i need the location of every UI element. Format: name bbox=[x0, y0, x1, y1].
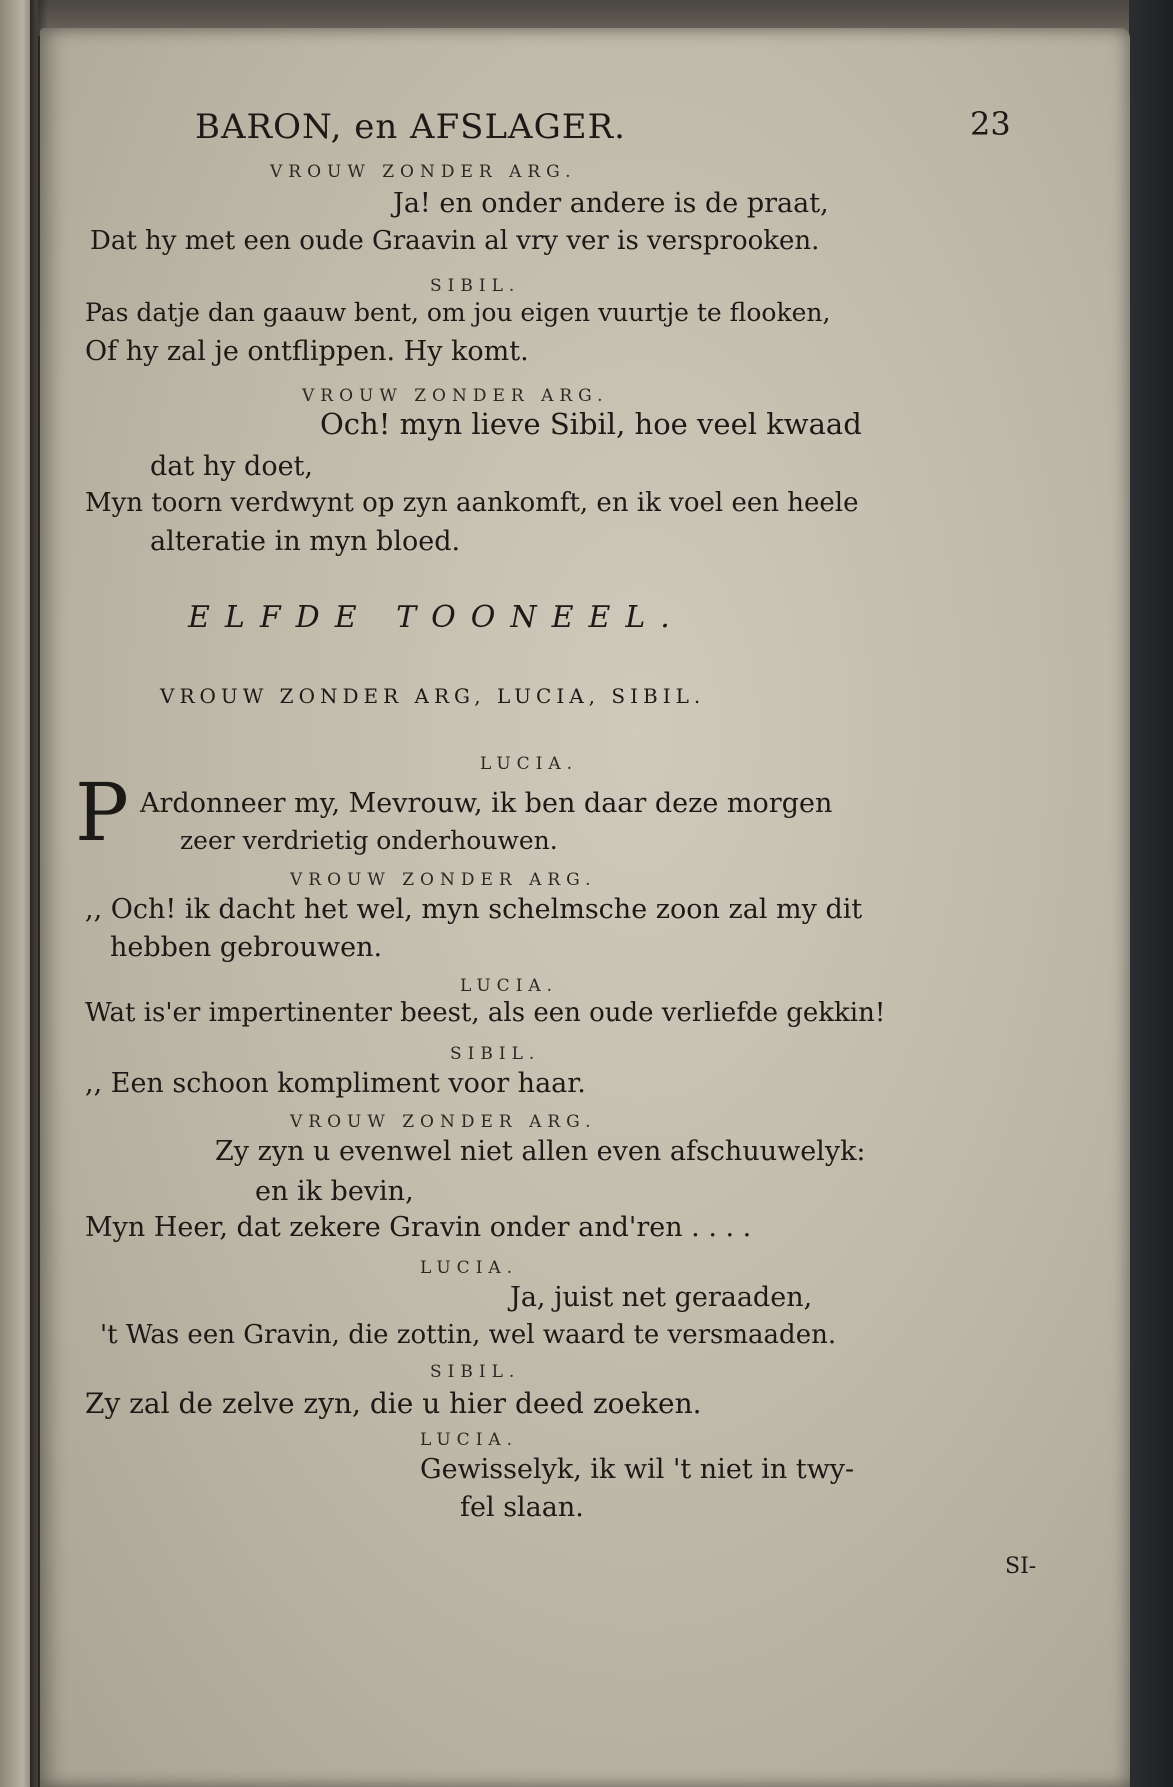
speaker-label: VROUW ZONDER ARG. bbox=[290, 870, 597, 890]
verse-line: alteratie in myn bloed. bbox=[150, 526, 461, 557]
verse-line: Myn Heer, dat zekere Gravin onder and'ren . . . . bbox=[85, 1212, 752, 1243]
verse-line: 't Was een Gravin, die zottin, wel waard te versmaaden. bbox=[100, 1320, 837, 1350]
verse-line: Zy zal de zelve zyn, die u hier deed zoeken. bbox=[85, 1387, 702, 1420]
book-cover-edge bbox=[1129, 0, 1173, 1787]
verse-line: ,, Och! ik dacht het wel, myn schelmsche zoon zal my dit bbox=[85, 894, 863, 925]
verse-line: Gewisselyk, ik wil 't niet in twy- bbox=[420, 1454, 855, 1485]
drop-capital: P bbox=[75, 766, 129, 859]
speaker-label: SIBIL. bbox=[450, 1044, 541, 1064]
page-text bbox=[40, 28, 1130, 1787]
speaker-label: LUCIA. bbox=[420, 1258, 519, 1278]
verse-line: Myn toorn verdwynt op zyn aankomft, en ik voel een heele bbox=[85, 488, 859, 518]
page-number: 23 bbox=[970, 105, 1011, 143]
catchword: SI- bbox=[1005, 1554, 1037, 1579]
verse-line: Ja! en onder andere is de praat, bbox=[393, 188, 829, 219]
speaker-label: LUCIA. bbox=[480, 754, 579, 774]
speaker-label: VROUW ZONDER ARG. bbox=[270, 162, 577, 182]
verse-line: fel slaan. bbox=[460, 1492, 584, 1523]
verse-line: Ardonneer my, Mevrouw, ik ben daar deze morgen bbox=[140, 788, 833, 819]
speaker-label: SIBIL. bbox=[430, 1362, 521, 1382]
cast-list: VROUW ZONDER ARG, LUCIA, SIBIL. bbox=[160, 684, 706, 708]
verse-line: Ja, juist net geraaden, bbox=[510, 1282, 813, 1313]
verse-line: hebben gebrouwen. bbox=[110, 932, 383, 963]
speaker-label: SIBIL. bbox=[430, 276, 521, 296]
verse-line: Och! myn lieve Sibil, hoe veel kwaad bbox=[320, 407, 862, 441]
speaker-label: LUCIA. bbox=[460, 976, 559, 996]
running-title: BARON, en AFSLAGER. bbox=[195, 107, 626, 147]
speaker-label: LUCIA. bbox=[420, 1430, 519, 1450]
speaker-label: VROUW ZONDER ARG. bbox=[290, 1112, 597, 1132]
verse-line: dat hy doet, bbox=[150, 451, 313, 482]
verse-line: Zy zyn u evenwel niet allen even afschuuwelyk: bbox=[215, 1136, 866, 1167]
verse-line: Wat is'er impertinenter beest, als een oude verliefde gekkin! bbox=[85, 998, 886, 1028]
verse-line: en ik bevin, bbox=[255, 1176, 414, 1207]
verse-line: Of hy zal je ontflippen. Hy komt. bbox=[85, 336, 529, 367]
scene-heading: ELFDE TOONEEL. bbox=[188, 600, 685, 635]
speaker-label: VROUW ZONDER ARG. bbox=[302, 386, 609, 406]
verse-line: ,, Een schoon kompliment voor haar. bbox=[85, 1068, 586, 1099]
verse-line: zeer verdrietig onderhouwen. bbox=[180, 826, 558, 855]
verse-line: Pas datje dan gaauw bent, om jou eigen vuurtje te flooken, bbox=[85, 298, 831, 327]
verse-line: Dat hy met een oude Graavin al vry ver is versprooken. bbox=[90, 226, 820, 256]
